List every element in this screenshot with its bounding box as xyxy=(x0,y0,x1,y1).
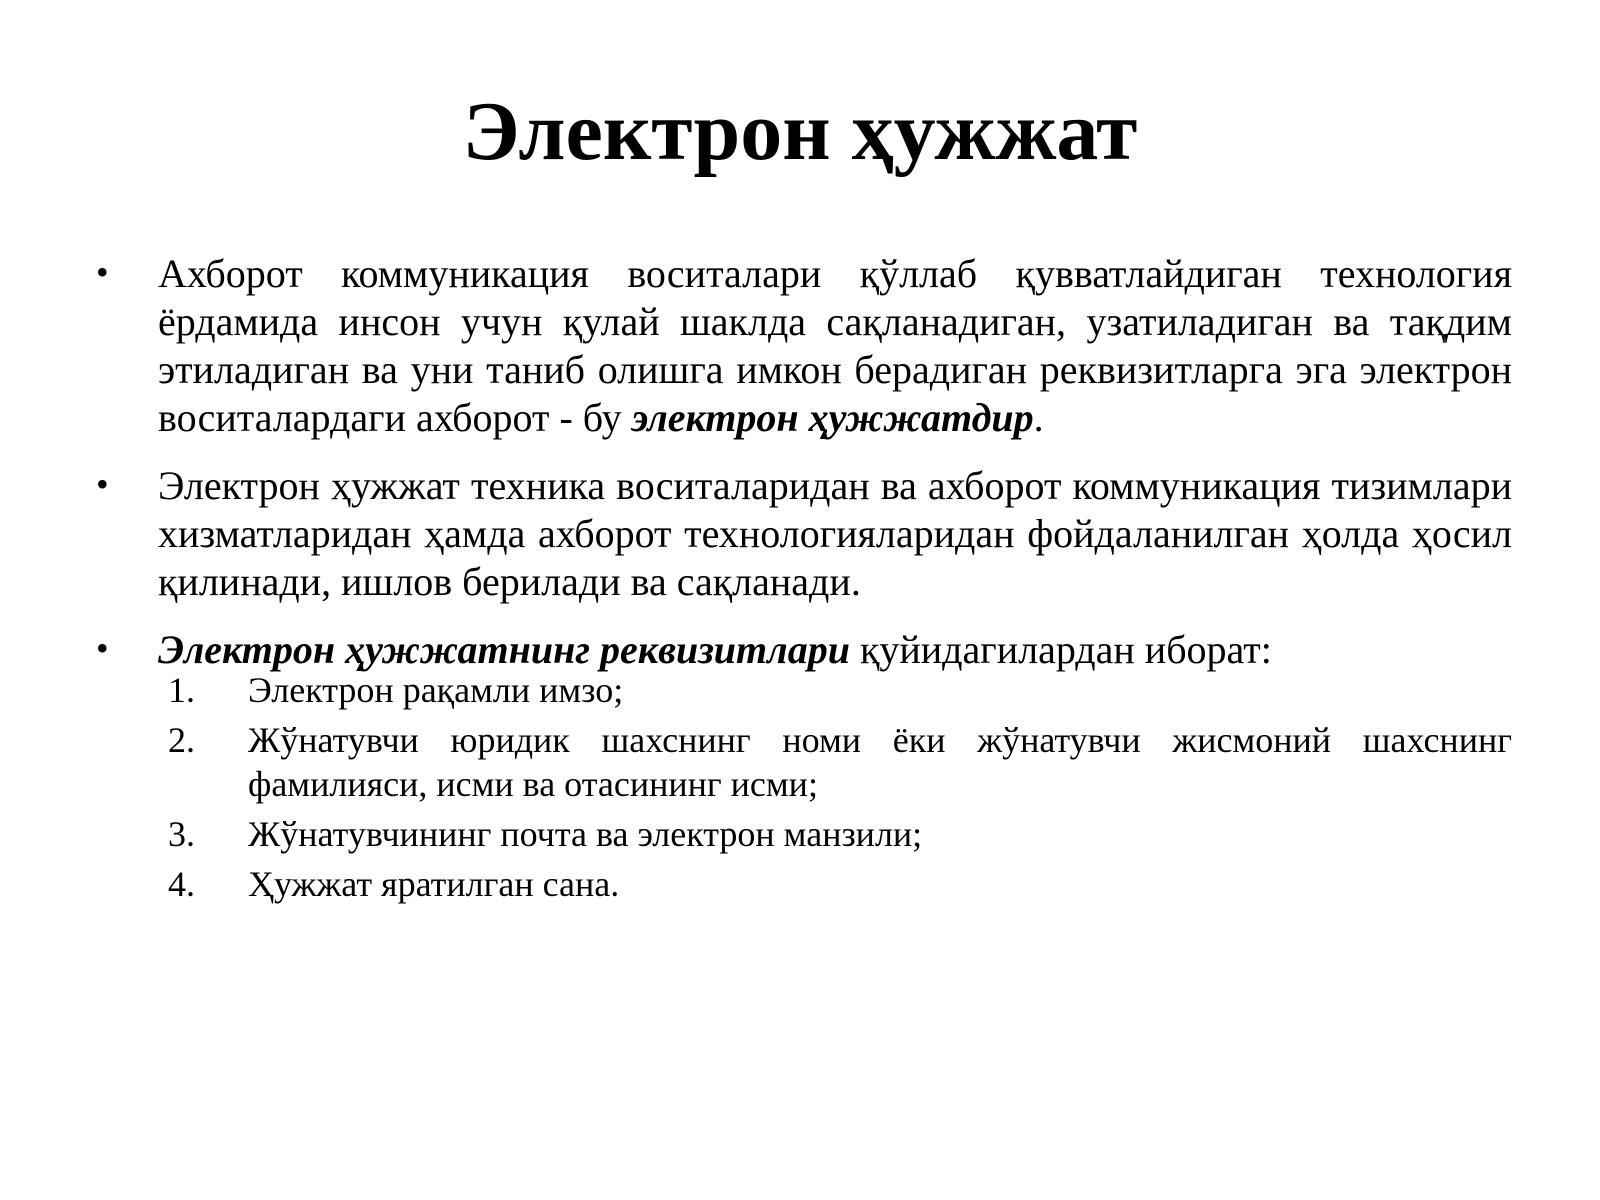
bullet-icon: • xyxy=(96,628,109,668)
bullet-icon: • xyxy=(96,252,109,292)
bullet-icon: • xyxy=(96,464,109,504)
bullet-text: Электрон ҳужжат техника воситаларидан ва ахборот коммуникация тизимлари хизматларидан ҳамда ахборот технологияларидан фойдаланилган ҳолда ҳосил қилинади, ишлов берилади ва сақланади. xyxy=(158,463,1512,604)
numbered-item-text: Жўнатувчи юридик шахснинг номи ёки жўнатувчи жисмоний шахснинг фамилияси, исми ва отасининг исми; xyxy=(248,720,1512,804)
bullet-text-suffix: . xyxy=(1033,395,1044,440)
bullet-item-creation xyxy=(96,462,1512,606)
numbered-item xyxy=(168,862,1512,906)
bullet-item-requisites xyxy=(96,626,1512,674)
bullet-text-emphasis: электрон ҳужжатдир xyxy=(631,395,1034,440)
bullet-text xyxy=(158,627,1272,672)
numbered-item xyxy=(168,718,1512,806)
bullet-item-definition xyxy=(96,250,1512,442)
numbered-item-text: Ҳужжат яратилган сана. xyxy=(248,864,620,904)
numbered-item-text: Электрон рақамли имзо; xyxy=(248,670,624,710)
numbered-list xyxy=(0,668,1600,906)
bullet-text-emphasis: Электрон ҳужжатнинг реквизитлари xyxy=(158,627,850,672)
numbered-item-label: 3. xyxy=(168,814,195,854)
bullet-text-main: Ахборот коммуникация воситалари қўллаб қувватлайдиган технология ёрдамида инсон учун қулай шаклда сақланадиган, узатиладиган ва тақдим этиладиган ва уни таниб олишга имкон берадиган реквизитларга эга электрон воситалардаги ахборот - бу xyxy=(158,251,1512,440)
numbered-item xyxy=(168,812,1512,856)
bullet-list xyxy=(0,250,1600,912)
bullet-text-suffix: қуйидагилардан иборат: xyxy=(849,627,1272,672)
numbered-item-label: 2. xyxy=(168,720,195,760)
numbered-item xyxy=(168,668,1512,712)
numbered-item-label: 4. xyxy=(168,864,195,904)
numbered-item-text: Жўнатувчининг почта ва электрон манзили; xyxy=(248,814,923,854)
bullet-text xyxy=(158,251,1512,440)
numbered-item-label: 1. xyxy=(168,670,195,710)
numbered-list-container xyxy=(0,668,1600,906)
slide-title: Электрон ҳужжат xyxy=(462,85,1138,178)
